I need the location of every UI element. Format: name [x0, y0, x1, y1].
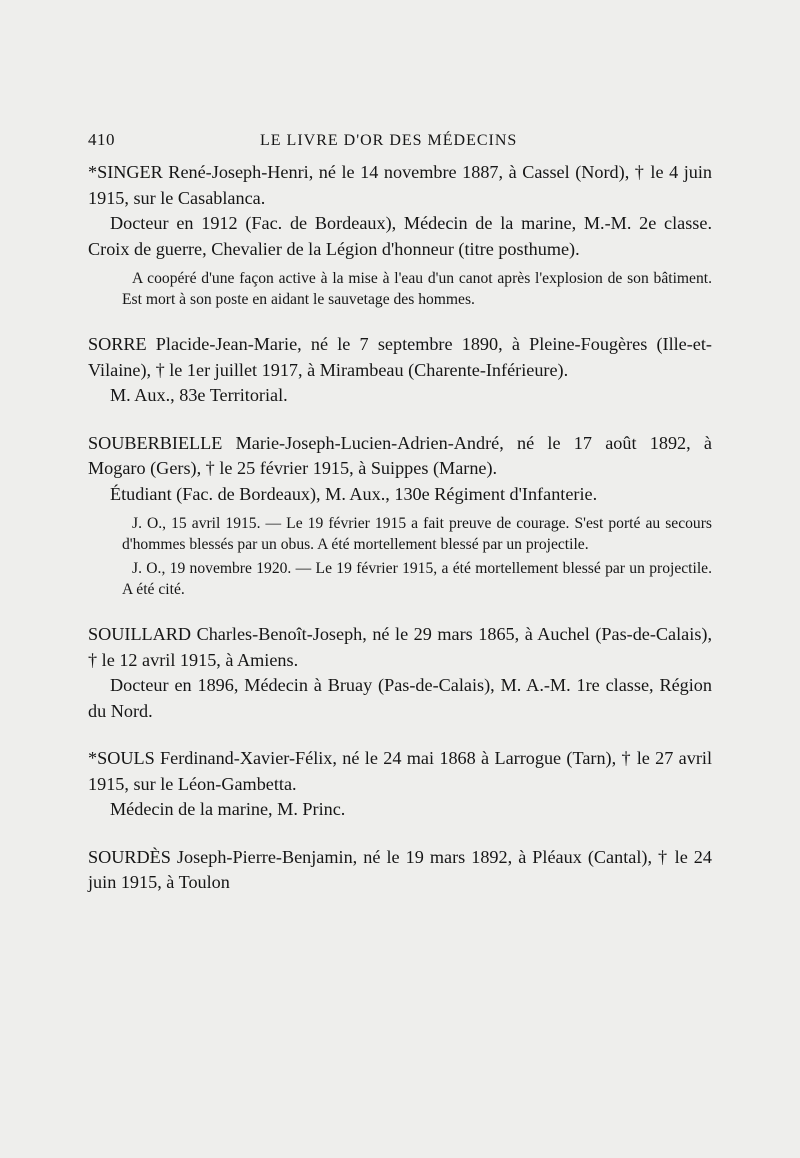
entry-heading: *SINGER René-Joseph-Henri, né le 14 novembre 1887, à Cassel (Nord), † le 4 juin 1915, sur le Casablanca.	[88, 162, 712, 208]
entry-note: A coopéré d'une façon active à la mise à l'eau d'un canot après l'explosion de son bâtiment. Est mort à son poste en aidant le sauvetage des hommes.	[122, 270, 712, 308]
entry-heading: *SOULS Ferdinand-Xavier-Félix, né le 24 mai 1868 à Larrogue (Tarn), † le 27 avril 1915, sur le Léon-Gambetta.	[88, 748, 712, 794]
entry-heading: SORRE Placide-Jean-Marie, né le 7 septembre 1890, à Pleine-Fougères (Ille-et-Vilaine), † le 1er juillet 1917, à Mirambeau (Charente-Inférieure).	[88, 334, 712, 380]
entry-note: J. O., 15 avril 1915. — Le 19 février 1915 a fait preuve de courage. S'est porté au secours d'hommes blessés par un obus. A été mortellement blessé par un projectile.	[122, 515, 712, 553]
entry-sorre	[88, 332, 712, 409]
entry-heading: SOUILLARD Charles-Benoît-Joseph, né le 29 mars 1865, à Auchel (Pas-de-Calais), † le 12 avril 1915, à Amiens.	[88, 624, 712, 670]
entry-heading: SOURDÈS Joseph-Pierre-Benjamin, né le 19 mars 1892, à Pléaux (Cantal), † le 24 juin 1915, à Toulon	[88, 846, 712, 892]
entry-details: M. Aux., 83e Territorial.	[110, 385, 288, 405]
page-number: 410	[88, 130, 115, 149]
entry-souls	[88, 746, 712, 823]
entry-details: Docteur en 1896, Médecin à Bruay (Pas-de-Calais), M. A.-M. 1re classe, Région du Nord.	[88, 675, 712, 721]
running-title: LE LIVRE D'OR DES MÉDECINS	[260, 132, 518, 149]
entry-sourdes	[88, 845, 712, 896]
page-content	[88, 160, 712, 918]
entry-souillard	[88, 622, 712, 724]
entry-souberbielle	[88, 431, 712, 601]
entry-heading: SOUBERBIELLE Marie-Joseph-Lucien-Adrien-André, né le 17 août 1892, à Mogaro (Gers), † le 25 février 1915, à Suippes (Marne).	[88, 432, 712, 478]
entry-note: J. O., 19 novembre 1920. — Le 19 février 1915, a été mortellement blessé par un projectile. A été cité.	[122, 560, 712, 598]
entry-details: Étudiant (Fac. de Bordeaux), M. Aux., 130e Régiment d'Infanterie.	[110, 483, 598, 504]
entry-details: Docteur en 1912 (Fac. de Bordeaux), Médecin de la marine, M.-M. 2e classe. Croix de guerre, Chevalier de la Légion d'honneur (titre posthume).	[88, 213, 712, 259]
entry-details: Médecin de la marine, M. Princ.	[110, 799, 346, 819]
entry-singer	[88, 160, 712, 310]
